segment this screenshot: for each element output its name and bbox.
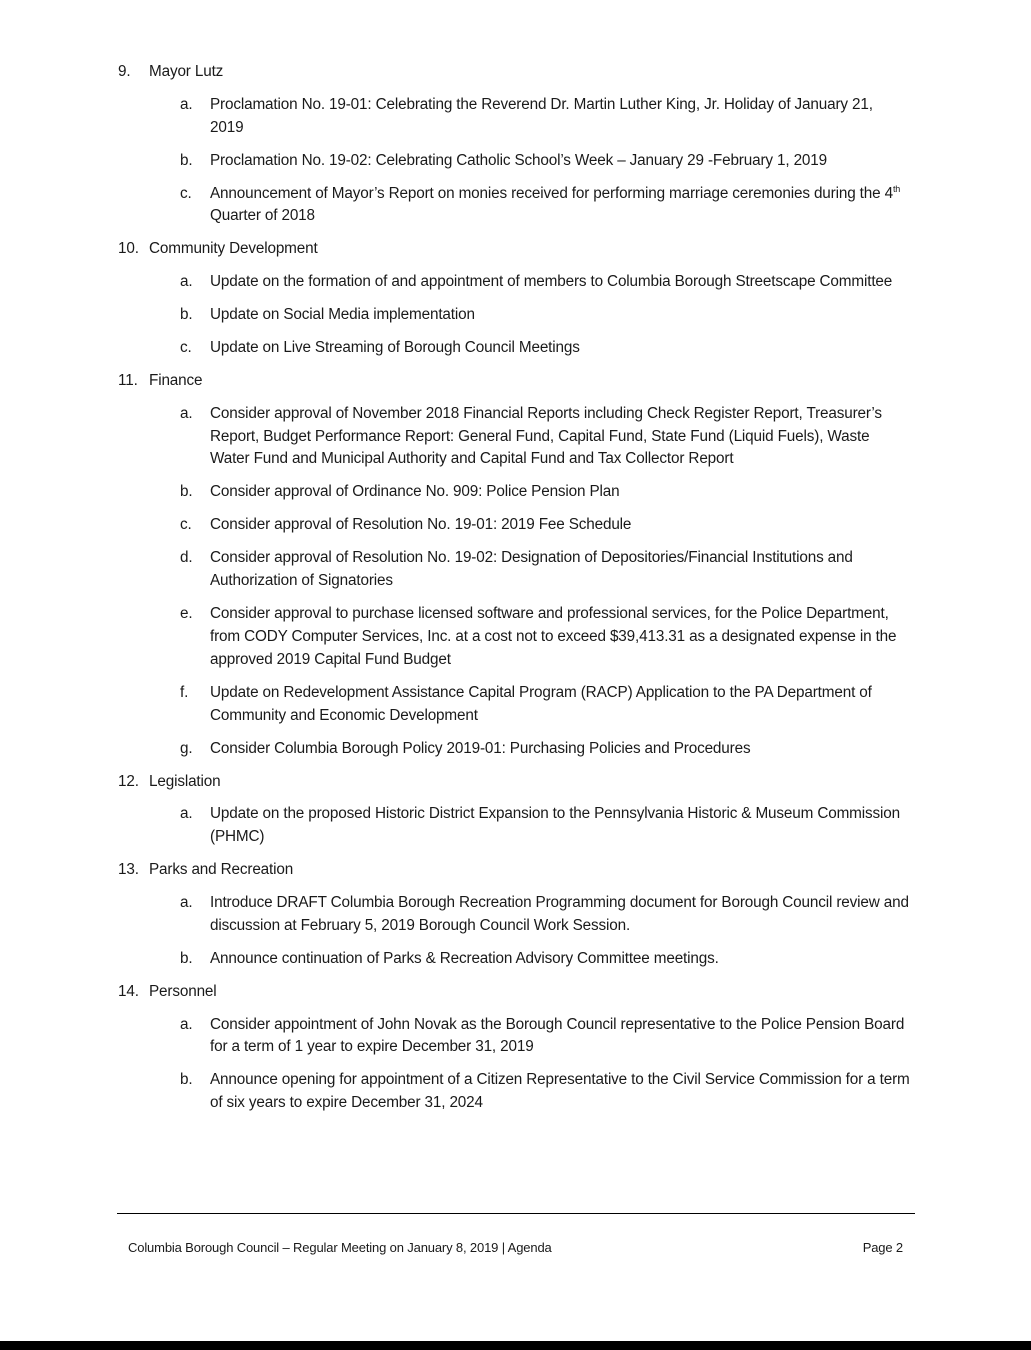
section-title: Legislation (149, 772, 221, 790)
item-text-tail: Quarter of 2018 (210, 207, 315, 225)
section-heading (118, 981, 918, 1004)
item-text: Update on the proposed Historic District Expansion to the Pennsylvania Historic & Museum Commission (PHMC) (210, 805, 900, 846)
item-letter: b. (180, 949, 193, 967)
item-text: Introduce DRAFT Columbia Borough Recreation Programming document for Borough Council review and discussion at February 5, 2019 Borough Council Work Session. (210, 893, 909, 934)
section-community-development (118, 238, 918, 360)
agenda-item (118, 94, 918, 140)
item-letter: b. (180, 306, 193, 324)
section-heading (118, 859, 918, 882)
agenda-item (118, 603, 918, 671)
item-letter: a. (180, 805, 193, 823)
item-text (210, 183, 910, 229)
page-number: Page 2 (862, 1240, 903, 1255)
agenda-item (118, 547, 918, 593)
item-text: Consider approval to purchase licensed software and professional services, for the Police Department, from CODY Computer Services, Inc. at a cost not to exceed $39,413.31 as a designated expense in the approved 2019 Capital Fund Budget (210, 605, 897, 668)
agenda-item (118, 271, 918, 294)
item-text: Consider approval of Resolution No. 19-02: Designation of Depositories/Financial Institutions and Authorization of Signatories (210, 549, 853, 590)
item-text: Proclamation No. 19-02: Celebrating Catholic School’s Week – January 29 -February 1, 2019 (210, 151, 827, 169)
page-footer (128, 1240, 903, 1256)
item-text: Update on Live Streaming of Borough Council Meetings (210, 339, 580, 357)
item-text: Proclamation No. 19-01: Celebrating the Reverend Dr. Martin Luther King, Jr. Holiday of January 21, 2019 (210, 95, 873, 136)
section-heading (118, 370, 918, 393)
item-letter: d. (180, 549, 193, 567)
agenda-item (118, 403, 918, 471)
footer-divider (117, 1213, 915, 1214)
section-heading (118, 771, 918, 794)
section-number: 12. (118, 772, 139, 790)
item-letter: a. (180, 893, 193, 911)
item-text: Announce opening for appointment of a Citizen Representative to the Civil Service Commission for a term of six years to expire December 31, 2024 (210, 1071, 910, 1112)
agenda-item (118, 337, 918, 360)
section-title: Parks and Recreation (149, 861, 294, 879)
agenda-item (118, 948, 918, 971)
item-letter: b. (180, 483, 193, 501)
section-heading (118, 238, 918, 261)
item-text: Update on the formation of and appointment of members to Columbia Borough Streetscape Committee (210, 273, 893, 291)
item-letter: c. (180, 184, 192, 202)
agenda-item (118, 514, 918, 537)
ordinal-suffix: th (892, 183, 901, 194)
agenda-item (118, 304, 918, 327)
section-finance (118, 370, 918, 760)
agenda-item (118, 481, 918, 504)
section-number: 9. (118, 63, 131, 80)
item-letter: b. (180, 151, 193, 169)
item-letter: c. (180, 339, 192, 357)
agenda-item (118, 892, 918, 938)
agenda-item (118, 682, 918, 728)
agenda-item (118, 183, 918, 229)
section-legislation (118, 771, 918, 849)
agenda-item (118, 1069, 918, 1115)
section-title: Community Development (149, 240, 318, 258)
item-text: Consider Columbia Borough Policy 2019-01: Purchasing Policies and Procedures (210, 739, 751, 757)
item-text: Consider approval of Resolution No. 19-01: 2019 Fee Schedule (210, 516, 632, 534)
agenda-item (118, 738, 918, 761)
item-text-main: Announcement of Mayor’s Report on monies received for performing marriage ceremonies during the 4 (210, 184, 893, 202)
agenda-list (118, 61, 918, 1125)
agenda-item (118, 803, 918, 849)
section-title: Mayor Lutz (149, 63, 224, 80)
section-number: 11. (118, 372, 138, 390)
section-number: 10. (118, 240, 139, 258)
section-title: Finance (149, 372, 203, 390)
footer-title: Columbia Borough Council – Regular Meeting on January 8, 2019 | Agenda (128, 1240, 552, 1255)
item-letter: a. (180, 404, 193, 422)
item-letter: c. (180, 516, 192, 534)
item-letter: b. (180, 1071, 193, 1089)
agenda-item (118, 150, 918, 173)
section-number: 14. (118, 982, 139, 1000)
agenda-item (118, 1014, 918, 1060)
section-personnel (118, 981, 918, 1115)
section-heading (118, 61, 918, 84)
item-text: Update on Redevelopment Assistance Capital Program (RACP) Application to the PA Department of Community and Economic Development (210, 683, 872, 724)
item-letter: a. (180, 273, 193, 291)
item-text: Update on Social Media implementation (210, 306, 475, 324)
item-letter: f. (180, 683, 189, 701)
section-number: 13. (118, 861, 139, 879)
item-letter: e. (180, 605, 193, 623)
viewer-bottom-bar (0, 1341, 1031, 1350)
section-title: Personnel (149, 982, 217, 1000)
item-letter: a. (180, 95, 193, 113)
item-letter: a. (180, 1015, 193, 1033)
section-mayor-lutz (118, 61, 918, 228)
item-letter: g. (180, 739, 193, 757)
item-text: Consider appointment of John Novak as the Borough Council representative to the Police Pension Board for a term of 1 year to expire December 31, 2019 (210, 1015, 905, 1056)
section-parks-and-recreation (118, 859, 918, 970)
item-text: Announce continuation of Parks & Recreation Advisory Committee meetings. (210, 949, 719, 967)
item-text: Consider approval of November 2018 Financial Reports including Check Register Report, Treasurer’s Report, Budget Performance Report: General Fund, Capital Fund, State Fund (Liquid Fuels), Waste Water Fund and Municipal Authority and Capital Fund and Tax Collector Report (210, 404, 882, 468)
item-text: Consider approval of Ordinance No. 909: Police Pension Plan (210, 483, 620, 501)
